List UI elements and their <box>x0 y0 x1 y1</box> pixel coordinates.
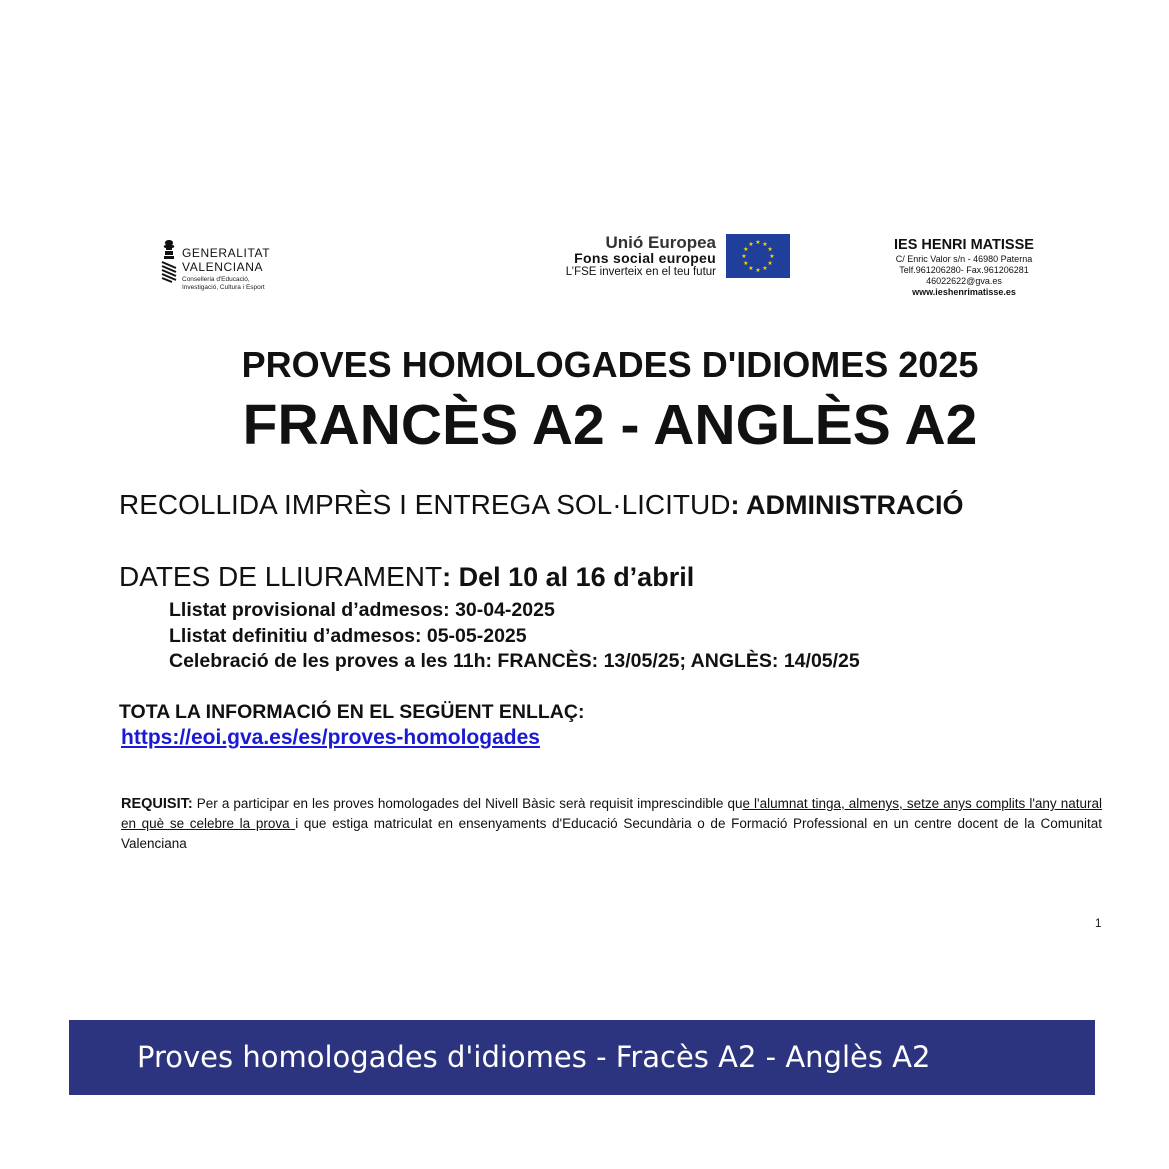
eu-fse-logo <box>540 233 792 281</box>
delivery-dates <box>119 561 694 593</box>
eu-star-icon: ★ <box>762 265 768 273</box>
eu-star-icon: ★ <box>755 267 761 274</box>
school-email: 46022622@gva.es <box>926 276 1002 286</box>
delivery-dates-value: : Del 10 al 16 d’abril <box>442 562 695 592</box>
school-address: C/ Enric Valor s/n - 46980 Paterna <box>895 254 1033 264</box>
eu-line2: Fons social europeu <box>574 250 716 266</box>
eu-star-icon: ★ <box>767 260 773 267</box>
exam-dates: Celebració de les proves a les 11h: FRANCÈS: 13/05/25; ANGLÈS: 14/05/25 <box>169 650 860 672</box>
requirement-text-underlined: e l'alumnat tinga, almenys, setze anys complits l'any natural en què se celebre la prova <box>121 796 1102 831</box>
eu-star-icon: ★ <box>743 260 749 267</box>
school-name: IES HENRI MATISSE <box>894 237 1034 253</box>
generalitat-valenciana-logo <box>160 238 280 296</box>
info-link[interactable]: https://eoi.gva.es/es/proves-homologades <box>121 726 540 749</box>
gva-name-line2: VALENCIANA <box>182 260 264 274</box>
eu-line1: Unió Europea <box>605 233 716 252</box>
requirement-text-2: i que estiga matriculat en ensenyaments d'Educació Secundària o de Formació Professional en un centre docent de la Comunitat Valenciana <box>121 816 1102 851</box>
provisional-list-date: Llistat provisional d’admesos: 30-04-2025 <box>169 599 555 621</box>
delivery-dates-label: DATES DE LLIURAMENT <box>119 561 443 592</box>
collection-label: RECOLLIDA IMPRÈS I ENTREGA SOL·LICITUD <box>119 489 731 520</box>
eu-star-icon: ★ <box>755 239 761 246</box>
eu-star-icon: ★ <box>741 253 747 260</box>
document-title: PROVES HOMOLOGADES D'IDIOMES 2025 <box>241 344 979 385</box>
collection-value: : ADMINISTRACIÓ <box>730 490 964 520</box>
eu-line3: L’FSE inverteix en el teu futur <box>565 266 716 278</box>
requirement-paragraph <box>121 794 1102 854</box>
school-phone: Telf.961206280- Fax.961206281 <box>899 265 1029 275</box>
eu-star-icon: ★ <box>762 240 768 248</box>
footer-banner <box>69 1020 1095 1095</box>
final-list-date: Llistat definitiu d’admesos: 05-05-2025 <box>169 625 527 647</box>
requirement-text-1: Per a participar en les proves homologades del Nivell Bàsic serà requisit imprescindible qu <box>192 796 743 811</box>
requirement-label: REQUISIT: <box>121 796 193 812</box>
gva-sub-line2: Investigació, Cultura i Esport <box>182 284 265 291</box>
gva-sub-line1: Conselleria d'Educació, <box>182 276 250 283</box>
document-subtitle: FRANCÈS A2 - ANGLÈS A2 <box>242 393 978 457</box>
footer-text: Proves homologades d'idiomes - Fracès A2 - Anglès A2 <box>137 1040 931 1074</box>
eu-flag-icon <box>726 234 790 278</box>
eu-star-icon: ★ <box>748 240 754 248</box>
gva-bat-crest-icon <box>160 238 178 284</box>
school-website: www.ieshenrimatisse.es <box>912 287 1016 297</box>
eu-star-icon: ★ <box>748 265 754 273</box>
eu-star-icon: ★ <box>743 246 749 253</box>
eu-star-icon: ★ <box>769 253 775 260</box>
page-number: 1 <box>1095 918 1102 930</box>
collection-info <box>119 489 963 521</box>
school-info <box>870 236 1058 298</box>
info-link-label: TOTA LA INFORMACIÓ EN EL SEGÜENT ENLLAÇ: <box>119 701 585 723</box>
eu-star-icon: ★ <box>767 246 773 253</box>
gva-name-line1: GENERALITAT <box>182 246 271 260</box>
